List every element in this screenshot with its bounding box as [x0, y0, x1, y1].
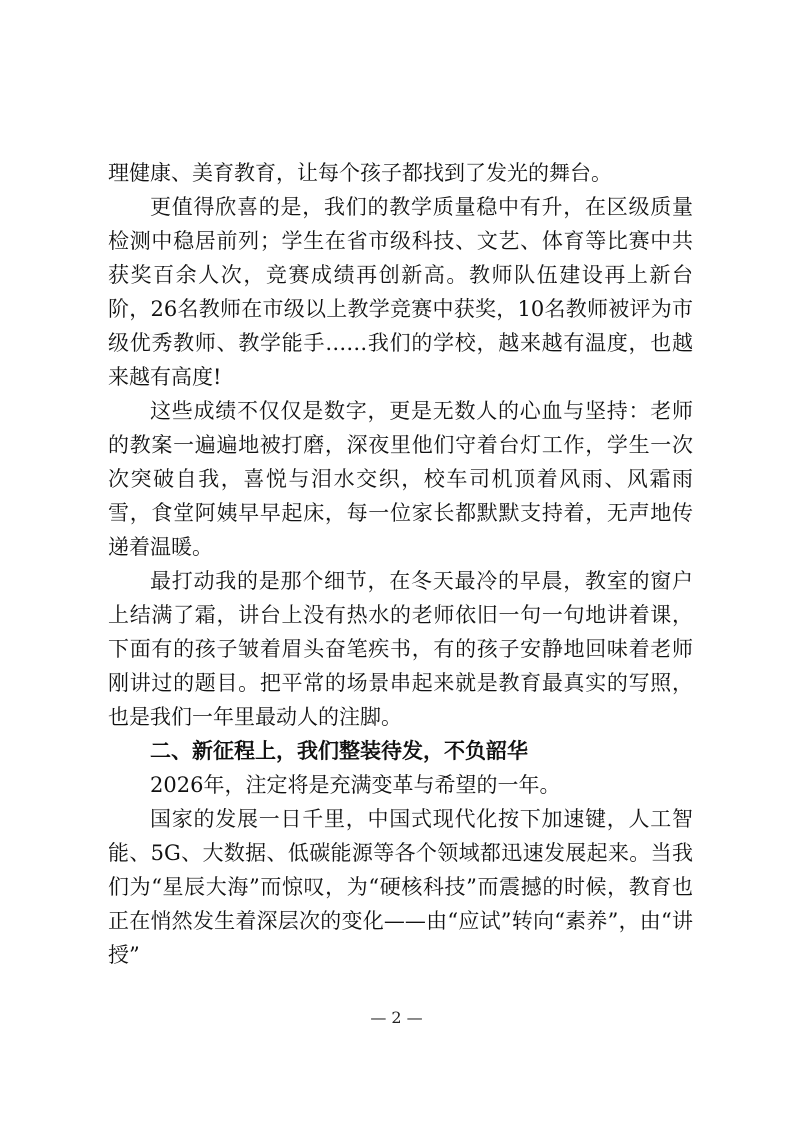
- paragraph-efforts: 这些成绩不仅仅是数字，更是无数人的心血与坚持：老师的教案一遍遍地被打磨，深夜里他们守着台灯工作，学生一次次突破自我，喜悦与泪水交织，校车司机顶着风雨、风霜雨雪，食堂阿姨早早起床，每一位家长都默默支持着，无声地传递着温暖。: [108, 399, 693, 559]
- page-number: — 2 —: [370, 1008, 423, 1027]
- section-heading: 二、新征程上，我们整装待发，不负韶华: [150, 738, 528, 763]
- paragraph-national-development: 国家的发展一日千里，中国式现代化按下加速键，人工智能、5G、大数据、低碳能源等各个领域都迅速发展起来。当我们为“星辰大海”而惊叹，为“硬核科技”而震撼的时候，教育也正在悄然发生着深层次的变化——由“应试”转向“素养”，由“讲授”: [108, 807, 693, 967]
- paragraph-continuation: 理健康、美育教育，让每个孩子都找到了发光的舞台。: [108, 161, 612, 185]
- document-body: [108, 156, 693, 972]
- paragraph-touching-detail: 最打动我的是那个细节，在冬天最冷的早晨，教室的窗户上结满了霜，讲台上没有热水的老师依旧一句一句地讲着课，下面有的孩子皱着眉头奋笔疾书，有的孩子安静地回味着老师刚讲过的题目。把平常的场景串起来就是教育最真实的写照，也是我们一年里最动人的注脚。: [108, 569, 693, 729]
- paragraph-achievements: 更值得欣喜的是，我们的教学质量稳中有升，在区级质量检测中稳居前列；学生在省市级科技、文艺、体育等比赛中共获奖百余人次，竞赛成绩再创新高。教师队伍建设再上新台阶，26名教师在市级以上教学竞赛中获奖，10名教师被评为市级优秀教师、教学能手……我们的学校，越来越有温度，也越来越有高度!: [108, 195, 693, 389]
- paragraph-2026: 2026年，注定将是充满变革与希望的一年。: [150, 773, 561, 797]
